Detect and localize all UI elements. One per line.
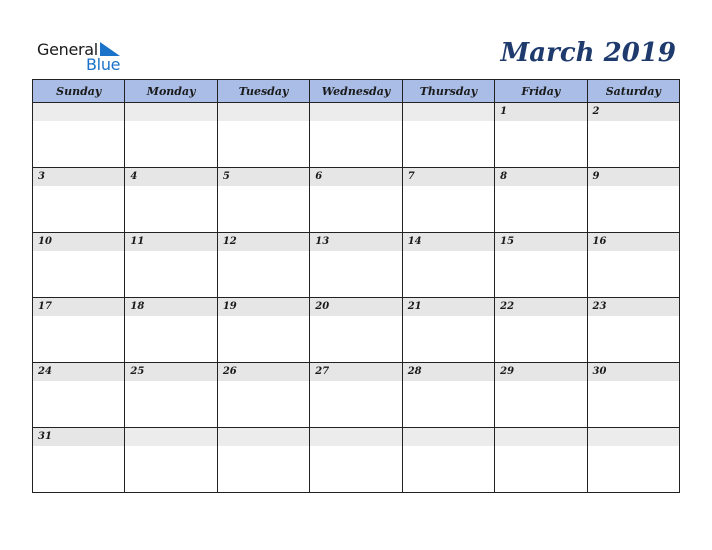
day-cell[interactable]: [587, 233, 679, 298]
weekday-thursday: Thursday: [402, 80, 494, 103]
logo-triangle-icon: [100, 42, 120, 56]
day-number: [588, 428, 679, 446]
day-cell[interactable]: [33, 233, 125, 298]
day-number: 30: [588, 363, 679, 381]
weekday-monday: Monday: [125, 80, 217, 103]
day-cell[interactable]: [495, 168, 587, 233]
week-row: [33, 363, 680, 428]
day-cell[interactable]: [217, 363, 309, 428]
day-cell[interactable]: [217, 428, 309, 493]
day-cell[interactable]: [33, 103, 125, 168]
day-cell[interactable]: [402, 363, 494, 428]
generalblue-logo: [37, 40, 127, 74]
day-number: 3: [33, 168, 124, 186]
weekday-saturday: Saturday: [587, 80, 679, 103]
day-number: 21: [403, 298, 494, 316]
day-number: [33, 103, 124, 121]
day-number: 18: [125, 298, 216, 316]
day-number: 23: [588, 298, 679, 316]
day-cell[interactable]: [495, 233, 587, 298]
day-cell[interactable]: [125, 298, 217, 363]
day-number: 20: [310, 298, 401, 316]
day-number: 13: [310, 233, 401, 251]
day-cell[interactable]: [125, 168, 217, 233]
day-cell[interactable]: [587, 428, 679, 493]
day-cell[interactable]: [402, 298, 494, 363]
day-number: 4: [125, 168, 216, 186]
day-number: [125, 428, 216, 446]
day-number: 25: [125, 363, 216, 381]
day-cell[interactable]: [33, 363, 125, 428]
day-number: 15: [495, 233, 586, 251]
day-number: 29: [495, 363, 586, 381]
day-cell[interactable]: [125, 233, 217, 298]
day-number: 24: [33, 363, 124, 381]
day-cell[interactable]: [125, 363, 217, 428]
day-cell[interactable]: [33, 298, 125, 363]
day-number: [403, 103, 494, 121]
day-number: [125, 103, 216, 121]
day-number: 8: [495, 168, 586, 186]
day-cell[interactable]: [217, 168, 309, 233]
day-number: 19: [218, 298, 309, 316]
day-number: 7: [403, 168, 494, 186]
day-number: 12: [218, 233, 309, 251]
logo-text-general: General: [37, 40, 98, 59]
week-row: [33, 168, 680, 233]
day-cell[interactable]: [310, 298, 402, 363]
weekday-wednesday: Wednesday: [310, 80, 402, 103]
day-cell[interactable]: [310, 103, 402, 168]
day-number: [495, 428, 586, 446]
day-cell[interactable]: [310, 168, 402, 233]
day-number: [218, 428, 309, 446]
day-number: 11: [125, 233, 216, 251]
week-row: [33, 298, 680, 363]
day-cell[interactable]: [310, 233, 402, 298]
day-number: 27: [310, 363, 401, 381]
day-cell[interactable]: [217, 103, 309, 168]
day-number: [218, 103, 309, 121]
day-cell[interactable]: [587, 103, 679, 168]
weekday-header-row: [33, 80, 680, 103]
day-cell[interactable]: [587, 363, 679, 428]
day-cell[interactable]: [402, 103, 494, 168]
week-row: [33, 233, 680, 298]
day-number: 1: [495, 103, 586, 121]
day-cell[interactable]: [402, 233, 494, 298]
day-cell[interactable]: [125, 103, 217, 168]
day-number: 2: [588, 103, 679, 121]
day-cell[interactable]: [587, 298, 679, 363]
day-number: 22: [495, 298, 586, 316]
day-cell[interactable]: [310, 363, 402, 428]
day-cell[interactable]: [495, 298, 587, 363]
day-cell[interactable]: [310, 428, 402, 493]
week-row: [33, 428, 680, 493]
day-number: 5: [218, 168, 309, 186]
day-number: [310, 103, 401, 121]
calendar-grid: [32, 79, 680, 493]
month-title: March 2019: [500, 38, 676, 68]
day-cell[interactable]: [402, 428, 494, 493]
logo-text-blue: Blue: [86, 55, 121, 74]
day-number: 17: [33, 298, 124, 316]
week-row: [33, 103, 680, 168]
day-cell[interactable]: [217, 233, 309, 298]
day-cell[interactable]: [125, 428, 217, 493]
day-cell[interactable]: [33, 168, 125, 233]
day-number: 28: [403, 363, 494, 381]
day-number: 14: [403, 233, 494, 251]
day-number: 16: [588, 233, 679, 251]
day-cell[interactable]: [217, 298, 309, 363]
day-number: 10: [33, 233, 124, 251]
day-cell[interactable]: [495, 103, 587, 168]
day-number: [403, 428, 494, 446]
weekday-tuesday: Tuesday: [217, 80, 309, 103]
day-number: 6: [310, 168, 401, 186]
day-number: 9: [588, 168, 679, 186]
day-cell[interactable]: [33, 428, 125, 493]
weekday-friday: Friday: [495, 80, 587, 103]
day-cell[interactable]: [495, 363, 587, 428]
day-cell[interactable]: [402, 168, 494, 233]
day-number: [310, 428, 401, 446]
weekday-sunday: Sunday: [33, 80, 125, 103]
day-number: 31: [33, 428, 124, 446]
day-number: 26: [218, 363, 309, 381]
day-cell[interactable]: [495, 428, 587, 493]
day-cell[interactable]: [587, 168, 679, 233]
